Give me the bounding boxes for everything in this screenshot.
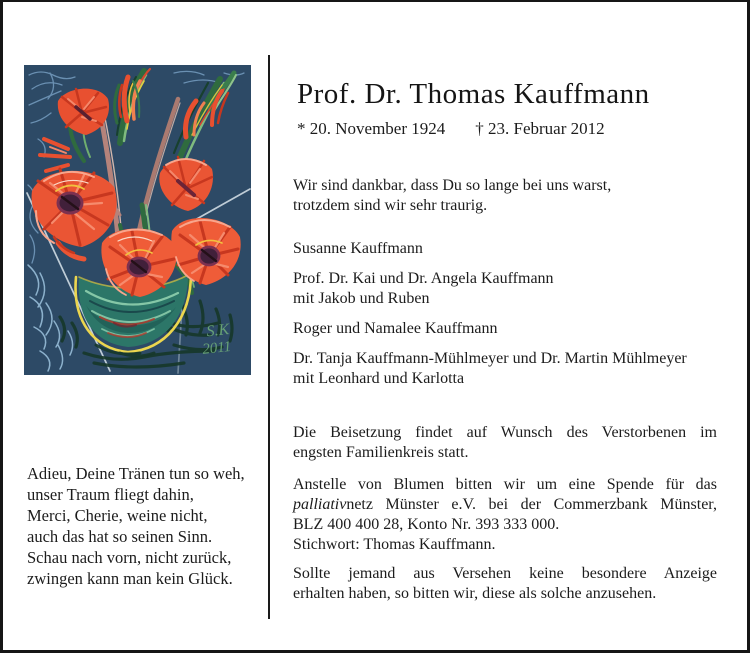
donation-org-rest: netz Münster e.V. bei der Commerzbank Münster, [346, 496, 717, 513]
column-divider [268, 55, 270, 619]
mourner-entry [293, 239, 717, 259]
farewell-poem [27, 463, 262, 589]
disclaimer-line: erhalten haben, so bitten wir, diese als solche anzusehen. [293, 585, 657, 602]
mourner-name: Susanne Kauffmann [293, 240, 423, 257]
flower-painting [24, 65, 251, 375]
donation-info [293, 475, 717, 555]
signature-initials: S.K [205, 321, 230, 341]
donation-account-line: BLZ 400 400 28, Konto Nr. 393 333 000. [293, 516, 560, 533]
mourner-entry [293, 319, 717, 339]
funeral-line: Die Beisetzung findet auf Wunsch des Verstorbenen im [293, 424, 717, 441]
notice-column [293, 72, 717, 604]
mourners-list [293, 239, 717, 389]
donation-org-italic: palliativ [293, 496, 347, 513]
life-dates [293, 118, 717, 140]
poem-line: unser Traum fliegt dahin, [27, 485, 194, 504]
funeral-line: engsten Familienkreis statt. [293, 444, 469, 461]
intro-line: trotzdem sind wir sehr traurig. [293, 197, 488, 214]
mourner-name: Dr. Tanja Kauffmann-Mühlmeyer und Dr. Martin Mühlmeyer [293, 350, 687, 367]
mourner-entry [293, 269, 717, 309]
donation-line [293, 495, 717, 515]
funeral-info [293, 423, 717, 463]
death-date: † 23. Februar 2012 [475, 119, 605, 138]
poem-line: Schau nach vorn, nicht zurück, [27, 548, 232, 567]
intro-line: Wir sind dankbar, dass Du so lange bei uns warst, [293, 177, 612, 194]
birth-date: * 20. November 1924 [297, 119, 446, 138]
poem-line: Adieu, Deine Tränen tun so weh, [27, 464, 245, 483]
poem-line: auch das hat so seinen Sinn. [27, 527, 213, 546]
flower-painting-canvas [24, 65, 251, 375]
signature-year: 2011 [201, 338, 232, 358]
donation-line: Anstelle von Blumen bitten wir um eine Spende für das [293, 476, 717, 493]
donation-keyword-line: Stichwort: Thomas Kauffmann. [293, 536, 496, 553]
mourner-children: mit Jakob und Ruben [293, 290, 430, 307]
mourner-entry [293, 349, 717, 389]
poem-line: zwingen kann man kein Glück. [27, 569, 233, 588]
mourner-name: Prof. Dr. Kai und Dr. Angela Kauffmann [293, 270, 554, 287]
intro-text [293, 176, 717, 216]
mourner-name: Roger und Namalee Kauffmann [293, 320, 498, 337]
deceased-name: Prof. Dr. Thomas Kauffmann [297, 78, 650, 110]
poem-line: Merci, Cherie, weine nicht, [27, 506, 208, 525]
mourner-children: mit Leonhard und Karlotta [293, 370, 465, 387]
disclaimer-text [293, 564, 717, 604]
disclaimer-line: Sollte jemand aus Versehen keine besondere Anzeige [293, 565, 717, 582]
